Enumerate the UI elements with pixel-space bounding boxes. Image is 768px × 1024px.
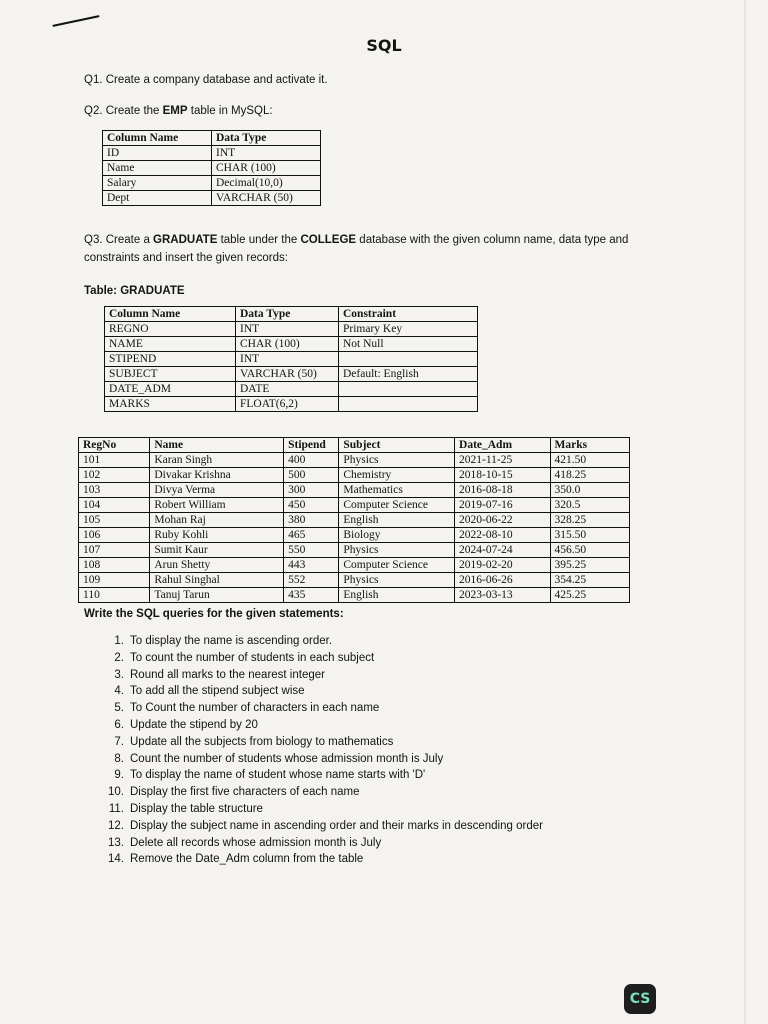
q2-prefix: Q2. Create the bbox=[84, 105, 160, 117]
task-item bbox=[104, 818, 543, 835]
page-edge bbox=[744, 0, 746, 1024]
records-table-cell: Biology bbox=[339, 528, 455, 543]
schema-table-cell: DATE bbox=[236, 382, 339, 397]
question-1: Q1. Create a company database and activate it. bbox=[84, 74, 328, 86]
emp-table-cell: Decimal(10,0) bbox=[212, 176, 321, 191]
records-table-cell: Computer Science bbox=[339, 558, 455, 573]
records-table-cell: Ruby Kohli bbox=[150, 528, 284, 543]
task-item bbox=[104, 751, 543, 768]
records-table-cell: 2019-02-20 bbox=[455, 558, 551, 573]
q2-bold: EMP bbox=[162, 105, 188, 117]
schema-table-header-cell: Column Name bbox=[105, 307, 236, 322]
records-table-cell: 104 bbox=[79, 498, 150, 513]
records-table-header-cell: Date_Adm bbox=[455, 438, 551, 453]
records-table-cell: Tanuj Tarun bbox=[150, 588, 284, 603]
task-number: 9. bbox=[114, 769, 124, 782]
task-item bbox=[104, 835, 543, 852]
task-item bbox=[104, 667, 543, 684]
task-item bbox=[104, 700, 543, 717]
task-text: To count the number of students in each subject bbox=[130, 651, 375, 664]
records-table-cell: 2022-08-10 bbox=[455, 528, 551, 543]
emp-table-cell: ID bbox=[103, 146, 212, 161]
records-table-cell: 400 bbox=[284, 453, 339, 468]
emp-table-cell: INT bbox=[212, 146, 321, 161]
q3-prefix: Q3. Create a bbox=[84, 234, 150, 246]
emp-table-row bbox=[103, 176, 321, 191]
write-heading: Write the SQL queries for the given statements: bbox=[84, 608, 344, 620]
schema-table-cell: INT bbox=[236, 322, 339, 337]
schema-table-cell: Default: English bbox=[339, 367, 478, 382]
schema-table-row bbox=[105, 397, 478, 412]
records-table-cell: Physics bbox=[339, 573, 455, 588]
records-table-cell: 2020-06-22 bbox=[455, 513, 551, 528]
task-item bbox=[104, 767, 543, 784]
records-table-cell: 435 bbox=[284, 588, 339, 603]
records-table-header-cell: Name bbox=[150, 438, 284, 453]
records-table-cell: 109 bbox=[79, 573, 150, 588]
schema-table-row bbox=[105, 337, 478, 352]
records-table-cell: 2019-07-16 bbox=[455, 498, 551, 513]
task-item bbox=[104, 717, 543, 734]
task-item bbox=[104, 683, 543, 700]
emp-table-header-cell: Column Name bbox=[103, 131, 212, 146]
records-table-cell: 418.25 bbox=[550, 468, 629, 483]
records-table-row bbox=[79, 573, 630, 588]
schema-table-row bbox=[105, 322, 478, 337]
records-table-cell: 350.0 bbox=[550, 483, 629, 498]
q3-suffix: database with the given column name, data type and bbox=[359, 234, 629, 246]
task-number: 4. bbox=[114, 685, 124, 698]
records-table-cell: 108 bbox=[79, 558, 150, 573]
camscanner-logo bbox=[624, 984, 656, 1014]
task-number: 7. bbox=[114, 735, 124, 748]
schema-table-cell: Not Null bbox=[339, 337, 478, 352]
records-table-cell: 421.50 bbox=[550, 453, 629, 468]
task-number: 6. bbox=[114, 718, 124, 731]
records-table-cell: 354.25 bbox=[550, 573, 629, 588]
q3-bold-2: COLLEGE bbox=[300, 234, 357, 246]
records-table-cell: 395.25 bbox=[550, 558, 629, 573]
emp-table-header-cell: Data Type bbox=[212, 131, 321, 146]
records-table-cell: English bbox=[339, 513, 455, 528]
records-table-cell: 101 bbox=[79, 453, 150, 468]
schema-table-cell: NAME bbox=[105, 337, 236, 352]
schema-table-cell: FLOAT(6,2) bbox=[236, 397, 339, 412]
emp-table-cell: Name bbox=[103, 161, 212, 176]
records-table-cell: Physics bbox=[339, 543, 455, 558]
records-table-row bbox=[79, 513, 630, 528]
task-number: 8. bbox=[114, 752, 124, 765]
task-number: 13. bbox=[108, 836, 124, 849]
records-table-cell: 328.25 bbox=[550, 513, 629, 528]
records-table-cell: Robert William bbox=[150, 498, 284, 513]
records-table-cell: 380 bbox=[284, 513, 339, 528]
records-table-cell: 2016-08-18 bbox=[455, 483, 551, 498]
records-table-cell: 300 bbox=[284, 483, 339, 498]
records-table-cell: 465 bbox=[284, 528, 339, 543]
records-table-cell: 2016-06-26 bbox=[455, 573, 551, 588]
records-table-row bbox=[79, 453, 630, 468]
records-table-cell: 450 bbox=[284, 498, 339, 513]
task-item bbox=[104, 851, 543, 868]
records-table bbox=[78, 437, 630, 603]
task-item bbox=[104, 633, 543, 650]
records-table-cell: Computer Science bbox=[339, 498, 455, 513]
emp-table-cell: Salary bbox=[103, 176, 212, 191]
task-text: Remove the Date_Adm column from the table bbox=[130, 853, 364, 866]
question-3 bbox=[84, 232, 684, 268]
records-table-cell: Physics bbox=[339, 453, 455, 468]
schema-table-row bbox=[105, 352, 478, 367]
schema-table-cell bbox=[339, 382, 478, 397]
task-text: To display the name of student whose name starts with 'D' bbox=[130, 769, 426, 782]
task-text: To display the name is ascending order. bbox=[130, 635, 333, 647]
task-text: Count the number of students whose admission month is July bbox=[130, 752, 444, 765]
q3-line-2: constraints and insert the given records: bbox=[84, 251, 288, 264]
emp-table-cell: VARCHAR (50) bbox=[212, 191, 321, 206]
emp-table bbox=[102, 130, 321, 206]
task-text: Display the table structure bbox=[130, 802, 263, 815]
records-table-cell: Mohan Raj bbox=[150, 513, 284, 528]
schema-table-cell: Primary Key bbox=[339, 322, 478, 337]
schema-table-cell: VARCHAR (50) bbox=[236, 367, 339, 382]
records-table-header-cell: RegNo bbox=[79, 438, 150, 453]
emp-table-cell: CHAR (100) bbox=[212, 161, 321, 176]
records-table-row bbox=[79, 543, 630, 558]
records-table-cell: 106 bbox=[79, 528, 150, 543]
records-table-cell: 550 bbox=[284, 543, 339, 558]
task-text: Round all marks to the nearest integer bbox=[130, 668, 325, 681]
task-text: To Count the number of characters in each name bbox=[130, 702, 380, 715]
task-list bbox=[104, 633, 543, 868]
task-number: 10. bbox=[108, 786, 124, 799]
records-table-cell: 110 bbox=[79, 588, 150, 603]
pen-stroke bbox=[52, 15, 99, 27]
records-table-row bbox=[79, 528, 630, 543]
task-number: 11. bbox=[108, 802, 124, 815]
q3-middle: table under the bbox=[220, 234, 298, 246]
records-table-header-cell: Stipend bbox=[284, 438, 339, 453]
records-table-row bbox=[79, 558, 630, 573]
records-table-row bbox=[79, 588, 630, 603]
records-table-cell: 2024-07-24 bbox=[455, 543, 551, 558]
schema-table-cell: CHAR (100) bbox=[236, 337, 339, 352]
records-table-cell: 105 bbox=[79, 513, 150, 528]
schema-table-cell: DATE_ADM bbox=[105, 382, 236, 397]
schema-table-cell bbox=[339, 352, 478, 367]
records-table-cell: 102 bbox=[79, 468, 150, 483]
records-table-cell: 315.50 bbox=[550, 528, 629, 543]
task-number: 12. bbox=[108, 819, 124, 832]
q2-suffix: table in MySQL: bbox=[190, 105, 273, 117]
records-table-cell: Divya Verma bbox=[150, 483, 284, 498]
task-item bbox=[104, 784, 543, 801]
records-table-cell: Arun Shetty bbox=[150, 558, 284, 573]
records-table-cell: 2021-11-25 bbox=[455, 453, 551, 468]
emp-table-row bbox=[103, 161, 321, 176]
records-table-cell: 103 bbox=[79, 483, 150, 498]
task-number: 2. bbox=[114, 651, 124, 664]
records-table-header-cell: Subject bbox=[339, 438, 455, 453]
task-number: 3. bbox=[114, 668, 124, 681]
task-text: Display the first five characters of each name bbox=[130, 786, 360, 799]
schema-table-cell: SUBJECT bbox=[105, 367, 236, 382]
records-table-cell: Chemistry bbox=[339, 468, 455, 483]
schema-table-cell: REGNO bbox=[105, 322, 236, 337]
task-item bbox=[104, 801, 543, 818]
task-item bbox=[104, 734, 543, 751]
graduate-label: Table: GRADUATE bbox=[84, 285, 185, 297]
records-table-header-cell: Marks bbox=[550, 438, 629, 453]
page-title: SQL bbox=[366, 36, 402, 55]
task-text: Update the stipend by 20 bbox=[130, 718, 258, 731]
records-table-row bbox=[79, 483, 630, 498]
records-table-cell: 2023-03-13 bbox=[455, 588, 551, 603]
logo-text: CS bbox=[629, 991, 651, 1007]
task-text: Delete all records whose admission month is July bbox=[130, 836, 382, 849]
records-table-cell: Karan Singh bbox=[150, 453, 284, 468]
records-table-cell: 2018-10-15 bbox=[455, 468, 551, 483]
records-table-cell: 456.50 bbox=[550, 543, 629, 558]
task-item bbox=[104, 650, 543, 667]
schema-table-cell: STIPEND bbox=[105, 352, 236, 367]
records-table-cell: Divakar Krishna bbox=[150, 468, 284, 483]
schema-table-cell: INT bbox=[236, 352, 339, 367]
task-text: Update all the subjects from biology to mathematics bbox=[130, 735, 394, 748]
task-number: 14. bbox=[108, 853, 124, 866]
emp-table-row bbox=[103, 191, 321, 206]
task-text: Display the subject name in ascending order and their marks in descending order bbox=[130, 819, 543, 832]
records-table-cell: 425.25 bbox=[550, 588, 629, 603]
records-table-cell: 443 bbox=[284, 558, 339, 573]
emp-table-row bbox=[103, 146, 321, 161]
records-table-cell: 500 bbox=[284, 468, 339, 483]
schema-table-cell: MARKS bbox=[105, 397, 236, 412]
records-table-cell: Mathematics bbox=[339, 483, 455, 498]
schema-table-cell bbox=[339, 397, 478, 412]
task-number: 1. bbox=[114, 635, 124, 647]
schema-table-row bbox=[105, 367, 478, 382]
records-table-row bbox=[79, 498, 630, 513]
task-text: To add all the stipend subject wise bbox=[130, 685, 305, 698]
records-table-cell: Sumit Kaur bbox=[150, 543, 284, 558]
question-2 bbox=[84, 103, 273, 121]
schema-table-row bbox=[105, 382, 478, 397]
records-table-cell: Rahul Singhal bbox=[150, 573, 284, 588]
records-table-cell: 320.5 bbox=[550, 498, 629, 513]
graduate-schema-table bbox=[104, 306, 478, 412]
schema-table-header-cell: Data Type bbox=[236, 307, 339, 322]
emp-table-cell: Dept bbox=[103, 191, 212, 206]
records-table-row bbox=[79, 468, 630, 483]
task-number: 5. bbox=[114, 702, 124, 715]
q3-bold-1: GRADUATE bbox=[153, 234, 218, 246]
records-table-cell: 107 bbox=[79, 543, 150, 558]
records-table-cell: 552 bbox=[284, 573, 339, 588]
records-table-cell: English bbox=[339, 588, 455, 603]
schema-table-header-cell: Constraint bbox=[339, 307, 478, 322]
